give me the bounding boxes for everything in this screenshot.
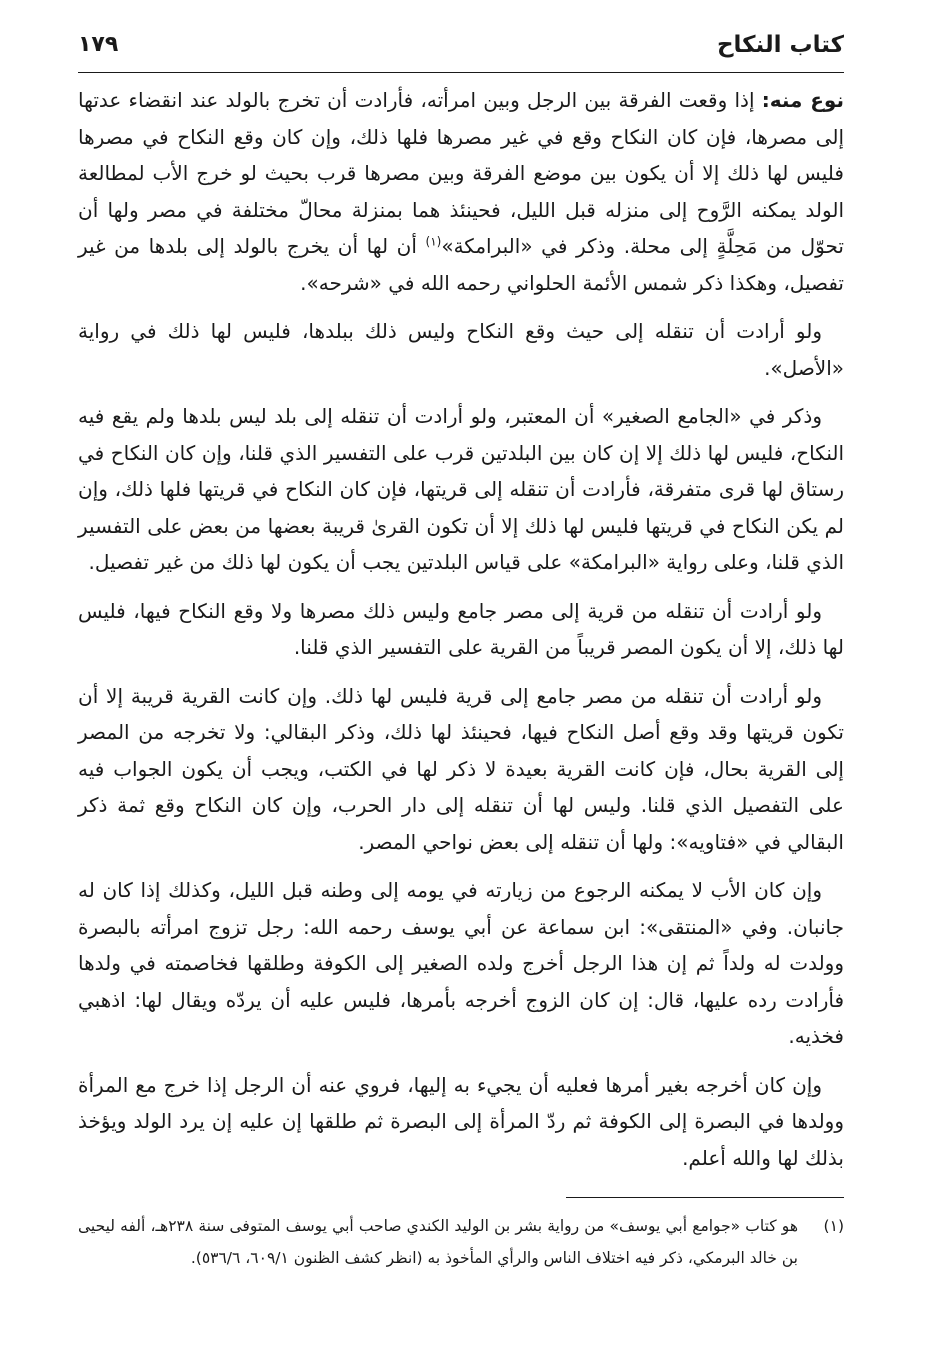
paragraph-1-text-b: أن لها أن يخرج بالولد إلى بلدها من غير تفصيل، وهكذا ذكر شمس الأئمة الحلواني رحمه الله في «شرحه». <box>78 234 844 295</box>
footnote-number: (١) <box>823 1217 844 1235</box>
paragraph-6: وإن كان الأب لا يمكنه الرجوع من زيارته في يومه إلى وطنه قبل الليل، وكذلك إذا كان له جانبان. وفي «المنتقى»: ابن سماعة عن أبي يوسف رحمه الله: رجل تزوج امرأته بالبصرة وولدت له ولداً ثم إن هذا الرجل أخرج ولده الصغير إلى الكوفة وطلقها فخاصمته في ولدها فأرادت رده عليها، قال: إن كان الزوج أخرجه بأمرها، فليس عليه أن يردّه ويقال لها: اذهبي فخذيه. <box>78 878 844 1048</box>
footnote <box>78 1210 844 1274</box>
paragraph-4: ولو أرادت أن تنقله من قرية إلى مصر جامع وليس ذلك مصرها ولا وقع النكاح فيها، فليس لها ذلك، إلا أن يكون المصر قريباً من القرية على التفسير الذي قلنا. <box>78 598 844 659</box>
header-divider <box>78 72 844 73</box>
footnote-text: هو كتاب «جوامع أبي يوسف» من رواية بشر بن الوليد الكندي صاحب أبي يوسف المتوفى سنة ٢٣٨هـ، ألفه ليحيى بن خالد البرمكي، ذكر فيه اختلاف الناس والرأي المأخوذ به (انظر كشف الظنون ٦٠٩/١، ٥٣٦/٦). <box>78 1217 798 1267</box>
paragraph-7: وإن كان أخرجه بغير أمرها فعليه أن يجيء به إليها، فروي عنه أن الرجل إذا خرج مع المرأة وولدها في البصرة إلى الكوفة ثم ردّ المرأة إلى البصرة ثم طلقها إن عليه إن يرد الولد ويؤخذ بذلك لها والله أعلم. <box>78 1072 844 1170</box>
section-lead: نوع منه: <box>761 88 844 112</box>
paragraph-1 <box>78 82 844 301</box>
footnote-marker[interactable]: (١) <box>425 234 442 249</box>
paragraph-1-text-a: إذا وقعت الفرقة بين الرجل وبين امرأته، فأرادت أن تخرج بالولد عند انقضاء عدتها إلى مصرها، فإن كان النكاح وقع في غير مصرها فلها ذلك، وإن كان وقع النكاح في مصرها فليس لها ذلك إلا أن يكون بين موضع الفرقة وبين مصرها قرب بحيث لو خرج الأب لمطالعة الولد يمكنه الرَّوح إلى منزله قبل الليل، فحينئذ هما بمنزلة محالّ مختلفة في مصر ولها أن تحوّل من مَحِلَّةٍ إلى محلة. وذكر في «البرامكة» <box>78 88 844 258</box>
page-header <box>78 30 844 70</box>
paragraph-5: ولو أرادت أن تنقله من مصر جامع إلى قرية فليس لها ذلك. وإن كانت القرية قريبة إلا أن تكون قريتها وقد وقع أصل النكاح فيها، فحينئذ لها ذلك، وذكر البقالي: ولا تخرجه من المصر إلى القرية بحال، فإن كانت القرية بعيدة لا ذكر لها في الكتب، ويجب أن يكون الجواب فيه على التفصيل الذي قلنا. وليس لها أن تنقله إلى دار الحرب، وإن كان النكاح وقع ثمة ذكر البقالي في «فتاويه»: ولها أن تنقله إلى بعض نواحي المصر. <box>78 683 844 854</box>
page <box>78 30 844 1267</box>
footnote-divider <box>566 1197 844 1198</box>
paragraph-3: وذكر في «الجامع الصغير» أن المعتبر، ولو أرادت أن تنقله إلى بلد ليس بلدها ولم يقع فيه النكاح، فليس لها ذلك إلا إن كان بين البلدتين قرب على التفسير الذي قلنا، وإن كان النكاح في رستاق لها قرى متفرقة، فأرادت أن تنقله إلى قريتها، فإن كان النكاح في قريتها فلها ذلك، وإن لم يكن النكاح في قريتها فليس لها ذلك إلا أن تكون القرىٰ قريبة بعضها من بعض على التفسير الذي قلنا، وعلى رواية «البرامكة» على قياس البلدتين يجب أن يكون لها ذلك من غير تفصيل. <box>78 404 844 574</box>
running-title: كتاب النكاح <box>716 32 844 58</box>
body-text <box>78 82 844 1188</box>
paragraph-2: ولو أرادت أن تنقله إلى حيث وقع النكاح وليس ذلك ببلدها، فليس لها ذلك في رواية «الأصل». <box>78 319 844 380</box>
page-number: ١٧٩ <box>78 32 119 57</box>
